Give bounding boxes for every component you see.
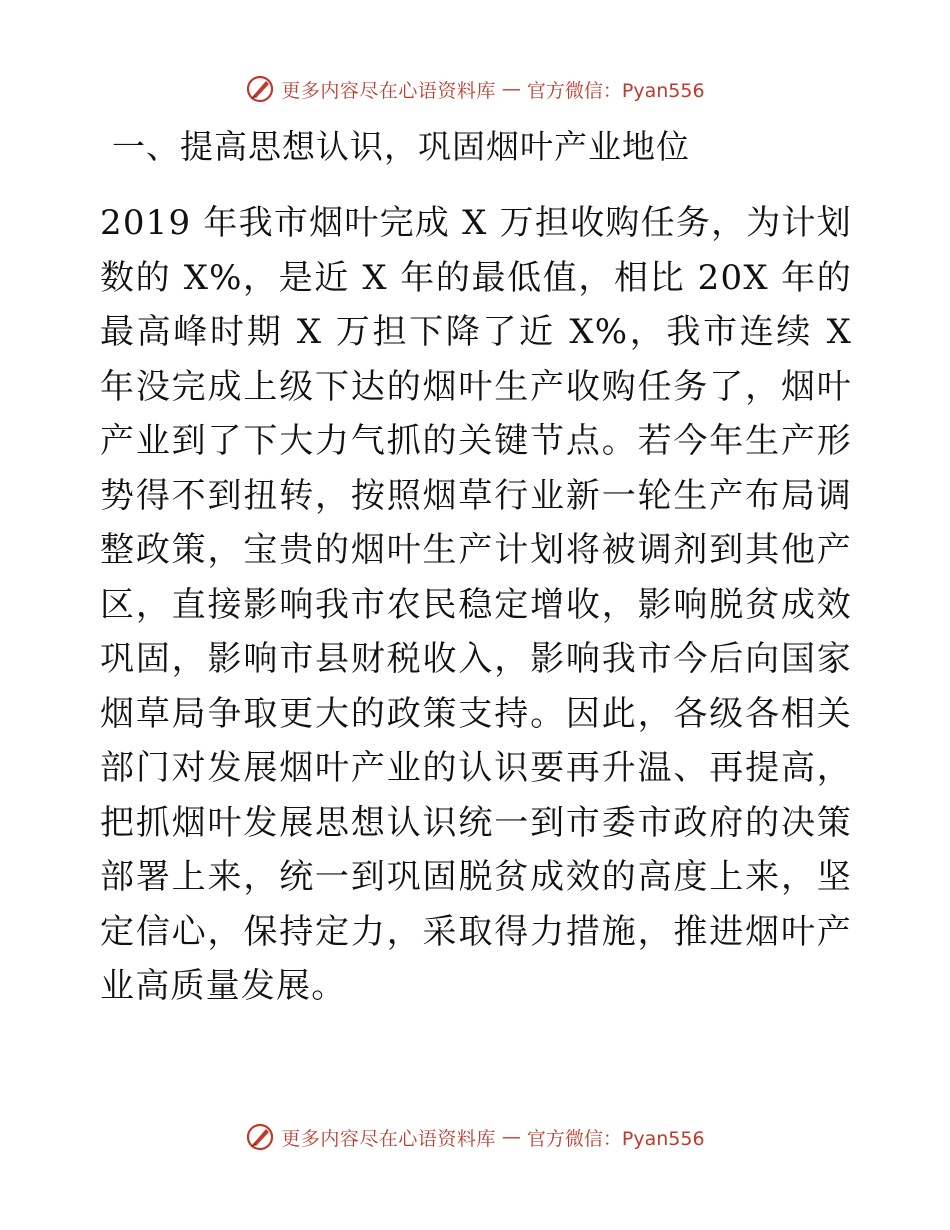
watermark-text: 更多内容尽在心语资料库 (281, 1127, 496, 1150)
quill-pen-logo-icon (245, 1122, 275, 1152)
watermark-wechat: 官方微信：Pyan556 (526, 79, 705, 102)
watermark-separator: — (501, 78, 521, 100)
header-watermark (0, 74, 950, 104)
section-heading: 一、提高思想认识，巩固烟叶产业地位 (112, 127, 690, 166)
footer-watermark (0, 1122, 950, 1152)
watermark-wechat: 官方微信：Pyan556 (526, 1127, 705, 1150)
quill-pen-logo-icon (245, 74, 275, 104)
body-paragraph: 2019 年我市烟叶完成 X 万担收购任务，为计划数的 X%，是近 X 年的最低值，相比 20X 年的最高峰时期 X 万担下降了近 X%，我市连续 X 年没完成上级下达的烟叶生产收购任务了，烟叶产业到了下大力气抓的关键节点。若今年生产形势得不到扭转，按照烟草行业新一轮生产布局调整政策，宝贵的烟叶生产计划将被调剂到其他产区，直接影响我市农民稳定增收，影响脱贫成效巩固，影响市县财税收入，影响我市今后向国家烟草局争取更大的政策支持。因此，各级各相关部门对发展烟叶产业的认识要再升温、再提高，把抓烟叶发展思想认识统一到市委市政府的决策部署上来，统一到巩固脱贫成效的高度上来，坚定信心，保持定力，采取得力措施，推进烟叶产业高质量发展。 (100, 203, 852, 1006)
watermark-separator: — (501, 1126, 521, 1148)
watermark-text: 更多内容尽在心语资料库 (281, 79, 496, 102)
